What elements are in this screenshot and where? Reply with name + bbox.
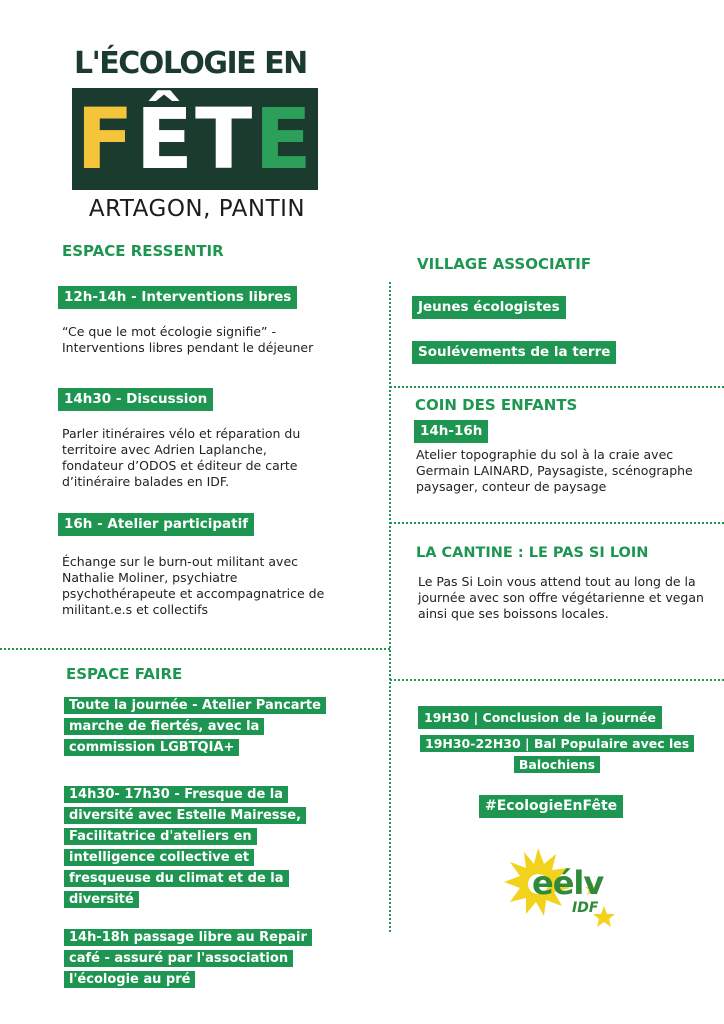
section-title-espace-ressentir: ESPACE RESSENTIR xyxy=(62,242,224,260)
eelv-logo-sub: IDF xyxy=(572,900,599,916)
title-letter-e-circumflex: Ê xyxy=(135,90,196,188)
schedule-desc-2: Parler itinéraires vélo et réparation du territoire avec Adrien Laplanche, fondateur d’ODOS et éditeur de carte d’itinéraire balades en IDF. xyxy=(62,426,301,489)
cantine-desc: Le Pas Si Loin vous attend tout au long de la journée avec son offre végétarienne et vegan ainsi que ses boissons locales. xyxy=(418,574,704,621)
right-divider-3 xyxy=(390,679,724,681)
section-title-village: VILLAGE ASSOCIATIF xyxy=(417,255,592,273)
venue-label: ARTAGON, PANTIN xyxy=(88,196,306,222)
schedule-time-2: 14h30 - Discussion xyxy=(58,388,213,411)
hashtag-badge: #EcologieEnFête xyxy=(479,795,623,818)
faire-item-3-text: 14h-18h passage libre au Repair café - assuré par l'association l'écologie au pré xyxy=(64,929,312,988)
schedule-desc-3: Échange sur le burn-out militant avec Nathalie Moliner, psychiatre psychothérapeute et accompagnatrice de militant.e.s et collectifs xyxy=(62,554,325,617)
village-item-1: Jeunes écologistes xyxy=(412,296,566,319)
eelv-logo-text: eélv xyxy=(532,864,604,902)
eelv-logo xyxy=(498,842,628,934)
closing-bal-text: 19H30-22H30 | Bal Populaire avec les Balochiens xyxy=(420,735,694,773)
schedule-time-3: 16h - Atelier participatif xyxy=(58,513,254,536)
coin-time: 14h-16h xyxy=(414,420,488,443)
schedule-desc-1: “Ce que le mot écologie signifie” - Interventions libres pendant le déjeuner xyxy=(62,324,314,355)
section-title-coin-enfants: COIN DES ENFANTS xyxy=(415,396,578,414)
section-title-espace-faire: ESPACE FAIRE xyxy=(66,665,183,683)
faire-item-2 xyxy=(64,784,326,910)
faire-item-2-text: 14h30- 17h30 - Fresque de la diversité avec Estelle Mairesse, Facilitatrice d'ateliers en intelligence collective et fresqueuse du climat et de la diversité xyxy=(64,786,306,908)
village-item-2: Soulévements de la terre xyxy=(412,341,616,364)
schedule-time-1: 12h-14h - Interventions libres xyxy=(58,286,297,309)
coin-desc: Atelier topographie du sol à la craie avec Germain LAINARD, Paysagiste, scénographe paysager, conteur de paysage xyxy=(416,447,693,494)
title-letter-t: T xyxy=(195,90,255,188)
title-letter-e: E xyxy=(254,90,314,188)
vertical-divider xyxy=(389,282,391,932)
event-title-box xyxy=(72,88,318,190)
closing-bal xyxy=(420,733,694,775)
faire-item-3 xyxy=(64,927,326,990)
right-divider-2 xyxy=(390,522,724,524)
event-title-top: L'ÉCOLOGIE EN xyxy=(74,46,307,81)
right-divider-1 xyxy=(390,386,724,388)
section-title-cantine: LA CANTINE : LE PAS SI LOIN xyxy=(416,545,649,561)
faire-item-1-text: Toute la journée - Atelier Pancarte marche de fiertés, avec la commission LGBTQIA+ xyxy=(64,697,326,756)
faire-item-1 xyxy=(64,695,346,758)
closing-conclusion: 19H30 | Conclusion de la journée xyxy=(418,706,662,729)
event-title-main xyxy=(72,88,318,190)
title-letter-f: F xyxy=(76,90,136,188)
left-divider xyxy=(0,648,390,650)
